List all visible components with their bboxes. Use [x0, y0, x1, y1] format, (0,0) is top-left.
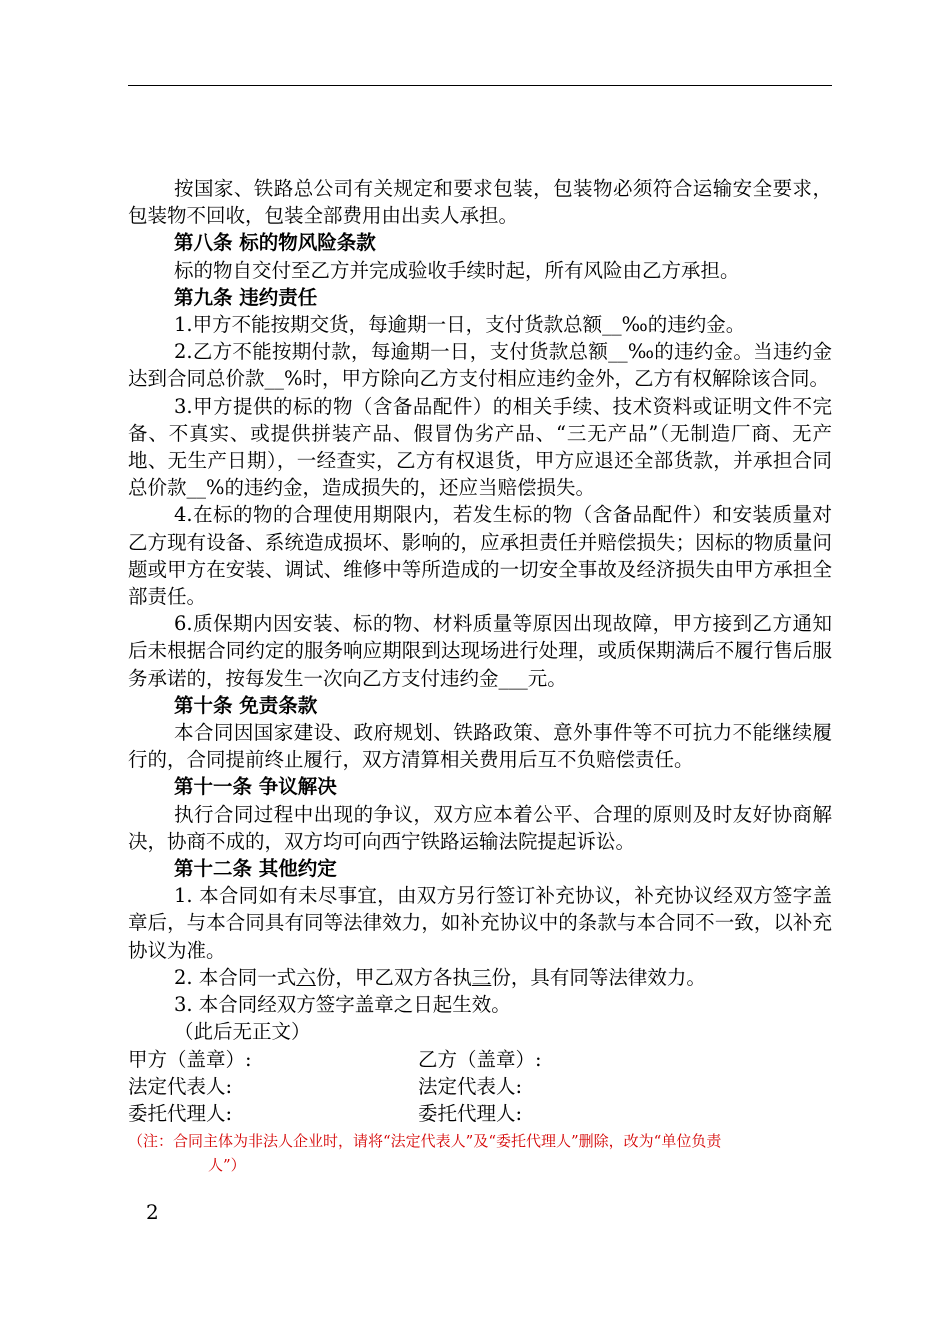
- copies-text-b: 份，甲乙双方各执: [315, 965, 472, 989]
- copies-text-a: 2. 本合同一式: [174, 965, 297, 989]
- article-9-heading: 第九条 违约责任: [174, 285, 318, 309]
- article-9-item-6: 6.质保期内因安装、标的物、材料质量等原因出现故障，甲方接到乙方通知后未根据合同约定的服务响应期限到达现场进行处理，或质保期满后不履行售后服务承诺的，按每发生一次向乙方支付违约金___元。: [128, 612, 832, 690]
- article-9-item-4: 4.在标的物的合理使用期限内，若发生标的物（含备品配件）和安装质量对乙方现有设备、系统造成损坏、影响的，应承担责任并赔偿损失；因标的物质量问题或甲方在安装、调试、维修中等所造成的一切安全事故及经济损失由甲方承担全部责任。: [128, 503, 832, 609]
- red-note: [128, 1129, 832, 1177]
- article-10-text: 本合同因国家建设、政府规划、铁路政策、意外事件等不可抗力不能继续履行的，合同提前终止履行，双方清算相关费用后互不负赔偿责任。: [128, 721, 832, 772]
- document-body: [128, 175, 832, 1177]
- packaging-paragraph: 按国家、铁路总公司有关规定和要求包装，包装物必须符合运输安全要求，包装物不回收，包装全部费用由出卖人承担。: [128, 177, 832, 228]
- party-a-seal: 甲方（盖章）:: [128, 1047, 252, 1071]
- article-8-heading: 第八条 标的物风险条款: [174, 231, 376, 255]
- article-9-item-3: 3.甲方提供的标的物（含备品配件）的相关手续、技术资料或证明文件不完备、不真实、或提供拼装产品、假冒伪劣产品、“三无产品”（无制造厂商、无产地、无生产日期），一经查实，乙方有权退货，甲方应退还全部货款，并承担合同总价款__%的违约金，造成损失的，还应当赔偿损失。: [128, 394, 832, 500]
- article-12-heading: 第十二条 其他约定: [174, 857, 337, 881]
- header-rule: [128, 85, 832, 86]
- party-b-legal-rep: 法定代表人:: [418, 1074, 523, 1098]
- signature-row-party: [128, 1046, 832, 1073]
- party-a-agent: 委托代理人:: [128, 1101, 233, 1125]
- signature-row-representative: [128, 1073, 832, 1100]
- copies-total: 六: [296, 965, 316, 989]
- copies-each: 三: [471, 965, 492, 989]
- party-b-agent: 委托代理人:: [418, 1101, 523, 1125]
- page-number: 2: [146, 1200, 159, 1224]
- article-9-item-2: 2.乙方不能按期付款，每逾期一日，支付货款总额__‰的违约金。当违约金达到合同总价款__%时，甲方除向乙方支付相应违约金外，乙方有权解除该合同。: [128, 340, 832, 391]
- red-note-line-2: 人”）: [208, 1156, 246, 1175]
- copies-text-c: 份，具有同等法律效力。: [491, 965, 706, 989]
- party-a-legal-rep: 法定代表人:: [128, 1074, 233, 1098]
- article-12-item-3: 3. 本合同经双方签字盖章之日起生效。: [174, 993, 511, 1017]
- article-12-item-2: [128, 964, 832, 991]
- article-11-heading: 第十一条 争议解决: [174, 775, 337, 799]
- article-10-heading: 第十条 免责条款: [174, 693, 318, 717]
- article-11-text: 执行合同过程中出现的争议，双方应本着公平、合理的原则及时友好协商解决，协商不成的，双方均可向西宁铁路运输法院提起诉讼。: [128, 802, 832, 853]
- article-9-item-1: 1.甲方不能按期交货，每逾期一日，支付货款总额__‰的违约金。: [174, 313, 746, 337]
- party-b-seal: 乙方（盖章）:: [418, 1047, 542, 1071]
- article-12-item-1: 1. 本合同如有未尽事宜，由双方另行签订补充协议，补充协议经双方签字盖章后，与本合同具有同等法律效力，如补充协议中的条款与本合同不一致，以补充协议为准。: [128, 884, 832, 962]
- signature-row-agent: [128, 1100, 832, 1127]
- end-of-text: （此后无正文）: [174, 1020, 311, 1044]
- red-note-line-1: （注：合同主体为非法人企业时，请将“法定代表人”及“委托代理人”删除，改为“单位负责: [128, 1132, 722, 1151]
- article-8-text: 标的物自交付至乙方并完成验收手续时起，所有风险由乙方承担。: [174, 258, 740, 282]
